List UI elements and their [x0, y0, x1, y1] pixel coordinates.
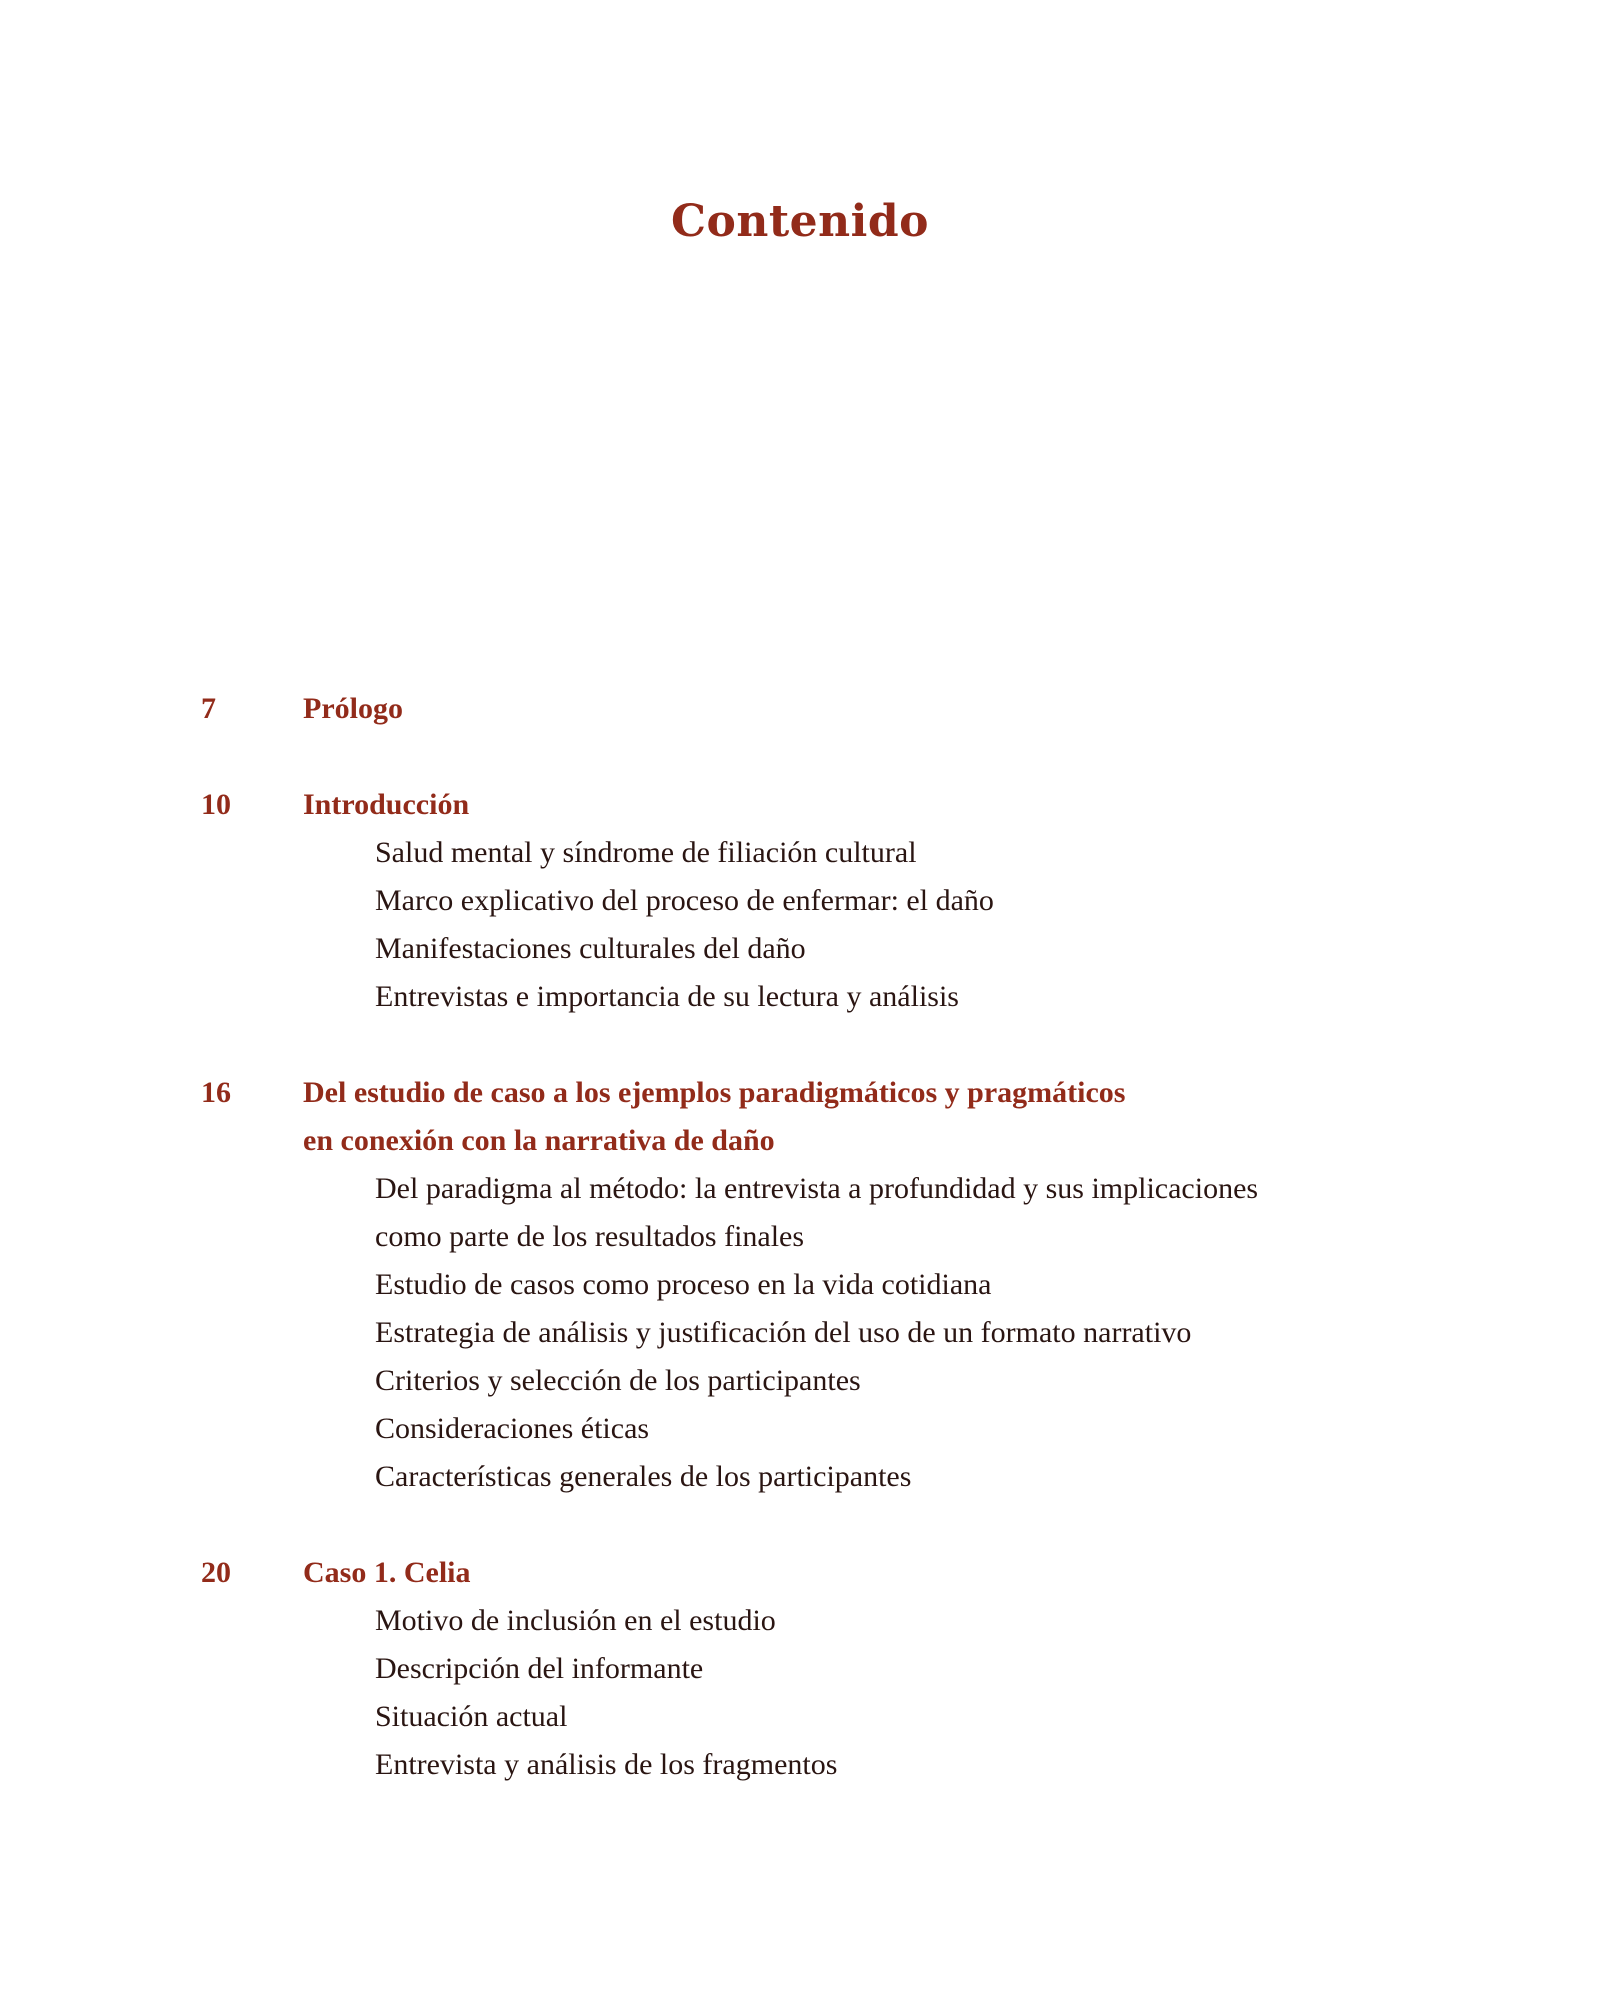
page-number: 7 — [201, 692, 216, 725]
toc-heading-row-continued — [0, 1117, 1600, 1165]
toc-heading-row — [0, 1549, 1600, 1597]
toc-subitem: Estrategia de análisis y justificación del uso de un formato narrativo — [375, 1316, 1192, 1349]
toc-section-caso-1-celia — [0, 1549, 1600, 1789]
toc-subitem: Descripción del informante — [375, 1652, 704, 1685]
toc-heading-row — [0, 781, 1600, 829]
toc-subitem: Estudio de casos como proceso en la vida cotidiana — [375, 1268, 992, 1301]
toc-subitem: Características generales de los participantes — [375, 1460, 912, 1493]
page-title: Contenido — [671, 196, 929, 247]
section-heading: Del estudio de caso a los ejemplos paradigmáticos y pragmáticos — [303, 1076, 1126, 1109]
toc-subitem: Motivo de inclusión en el estudio — [375, 1604, 776, 1637]
section-heading: Prólogo — [303, 692, 403, 725]
toc-subitem: Entrevistas e importancia de su lectura y análisis — [375, 980, 959, 1013]
toc-heading-row — [0, 685, 1600, 733]
toc-section-estudio-de-caso — [0, 1069, 1600, 1501]
toc-subitem: Situación actual — [375, 1700, 568, 1733]
toc-subitem: Criterios y selección de los participantes — [375, 1364, 861, 1397]
page-number: 20 — [201, 1556, 231, 1589]
toc-section-introduccion — [0, 781, 1600, 1021]
toc-subitem: Salud mental y síndrome de filiación cultural — [375, 836, 917, 869]
table-of-contents — [0, 685, 1600, 1837]
toc-subitem: Manifestaciones culturales del daño — [375, 932, 806, 965]
section-heading-continued: en conexión con la narrativa de daño — [303, 1124, 775, 1157]
toc-subitem: Del paradigma al método: la entrevista a profundidad y sus implicaciones — [375, 1172, 1259, 1205]
toc-subitem: como parte de los resultados finales — [375, 1220, 805, 1253]
section-heading: Caso 1. Celia — [303, 1556, 471, 1589]
toc-subitem: Consideraciones éticas — [375, 1412, 650, 1445]
page-number: 16 — [201, 1076, 231, 1109]
page-number: 10 — [201, 788, 231, 821]
toc-section-prologo — [0, 685, 1600, 733]
toc-heading-row — [0, 1069, 1600, 1117]
toc-subitem: Marco explicativo del proceso de enfermar: el daño — [375, 884, 994, 917]
section-heading: Introducción — [303, 788, 470, 821]
toc-subitem: Entrevista y análisis de los fragmentos — [375, 1748, 838, 1781]
